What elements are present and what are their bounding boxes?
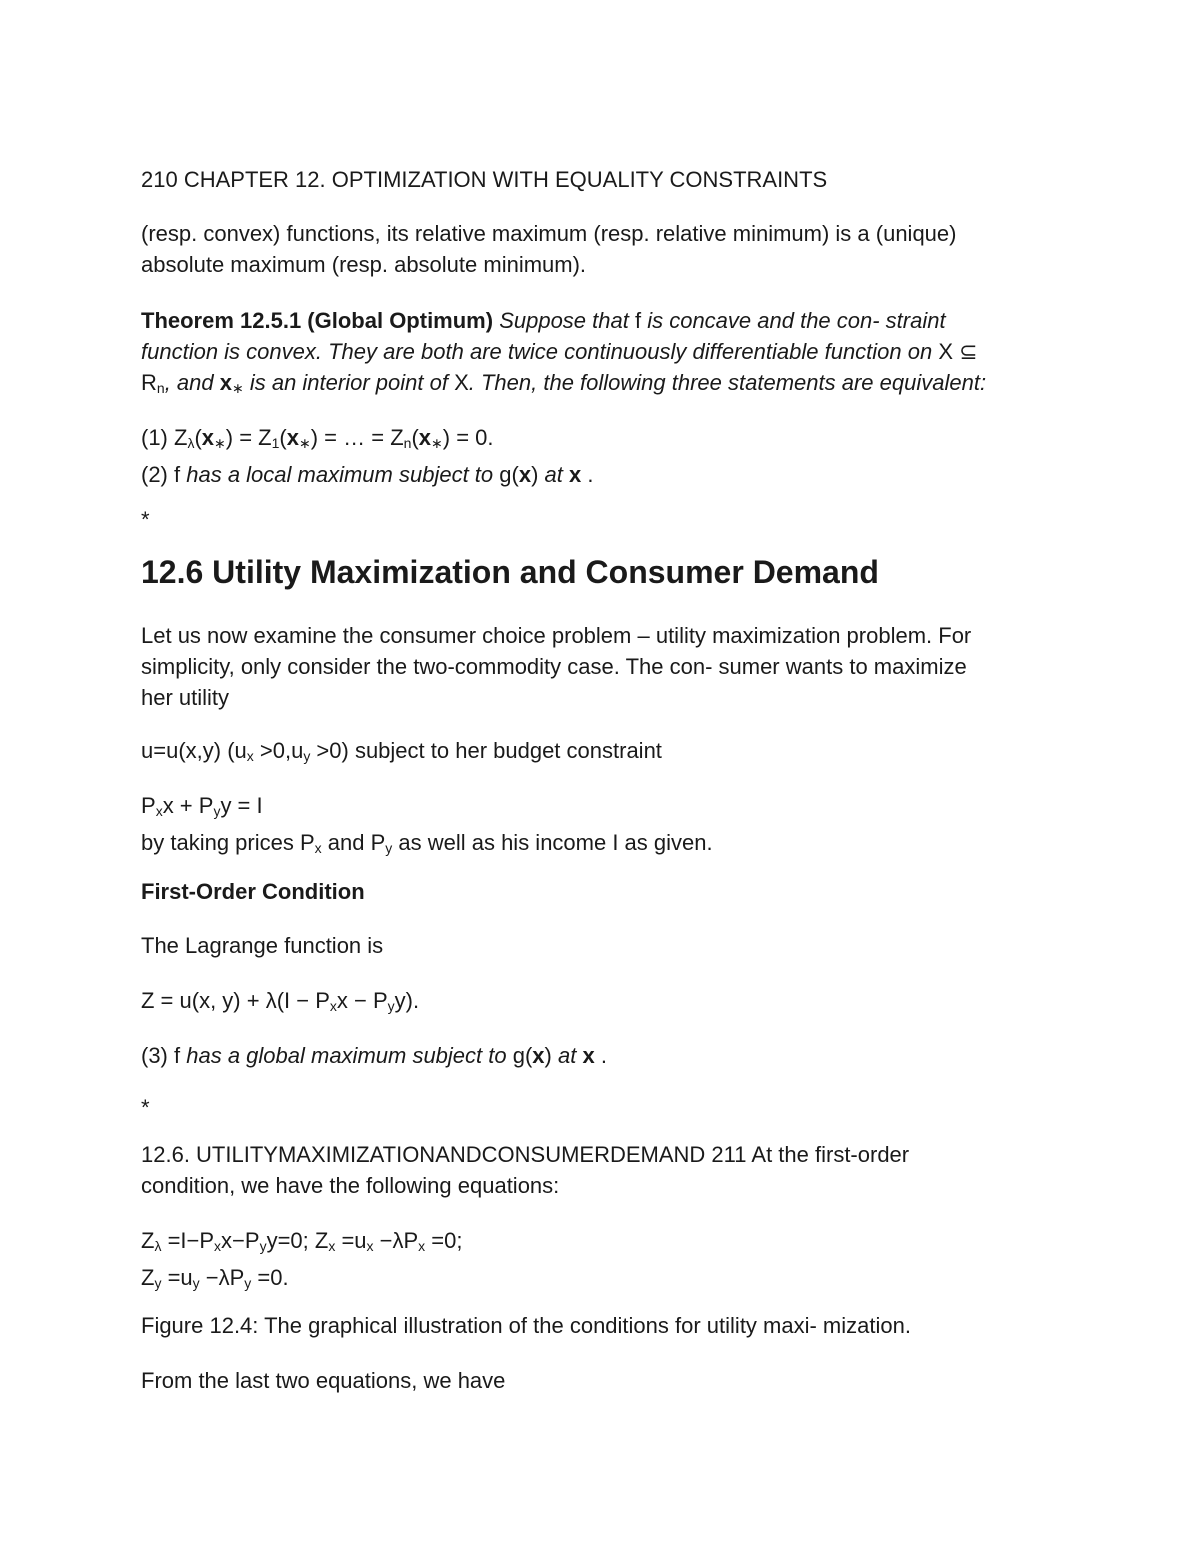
intro-paragraph: (resp. convex) functions, its relative maximum (resp. relative minimum) is a (unique) absolute maximum (resp. absolute minimum). bbox=[141, 221, 957, 277]
foc-equations: $Z_\lambda =I-P_xx-P_yy=0$; $Z_x =u_x -\lambda P_x =0$; $Z_y =u_y -\lambda P_y =0$. bbox=[141, 1228, 463, 1291]
foc-heading: First-Order Condition bbox=[141, 879, 365, 904]
statement-3: (3) f has a global maximum subject to g(x) at x . bbox=[141, 1043, 607, 1068]
asterisk-2: * bbox=[141, 1095, 150, 1120]
lagrange-intro: The Lagrange function is bbox=[141, 933, 384, 958]
lagrange-function: Z = u(x, $y) + \lambda(I - P_xx - P_yy)$. bbox=[141, 988, 420, 1014]
figure-caption: Figure 12.4: The graphical illustration of the conditions for utility maxi- mization. bbox=[141, 1313, 911, 1338]
theorem-paragraph: Theorem 12.5.1 (Global Optimum) Suppose that f is concave and the con- straint function is convex. They are both are twice continuously differentiable function on X ⊆ $R_n$, and $x_∗$ is an interior point of X. Then, the following three statements are equivalent: bbox=[141, 308, 987, 396]
budget-constraint: $P_xx + P_yy = I$ by taking prices $P_x$ and $P_y$ as well as his income I as given. bbox=[141, 793, 713, 856]
utility-function-line: u=u(x,y) $(u_x >0,u_y >0)$ subject to her budget constraint bbox=[141, 738, 662, 764]
asterisk-1: * bbox=[141, 507, 150, 532]
statements-1-2: (1) $Z_\lambda(x_∗) = Z_1(x_∗)$ = … = $Z_n(x_∗) = 0$. (2) f has a local maximum subject to g(x) at x . bbox=[141, 425, 594, 487]
running-header: 210 CHAPTER 12. OPTIMIZATION WITH EQUALITY CONSTRAINTS bbox=[141, 167, 828, 192]
closing-line: From the last two equations, we have bbox=[141, 1368, 506, 1393]
running-header-2: 12.6. UTILITYMAXIMIZATIONANDCONSUMERDEMAND 211 At the first-order condition, we have the following equations: bbox=[141, 1142, 910, 1198]
section-heading: 12.6 Utility Maximization and Consumer Demand bbox=[141, 554, 879, 590]
consumer-paragraph: Let us now examine the consumer choice problem – utility maximization problem. For simplicity, only consider the two-commodity case. The con- sumer wants to maximize her utility bbox=[141, 623, 972, 710]
theorem-label: Theorem 12.5.1 (Global Optimum) bbox=[141, 308, 494, 333]
